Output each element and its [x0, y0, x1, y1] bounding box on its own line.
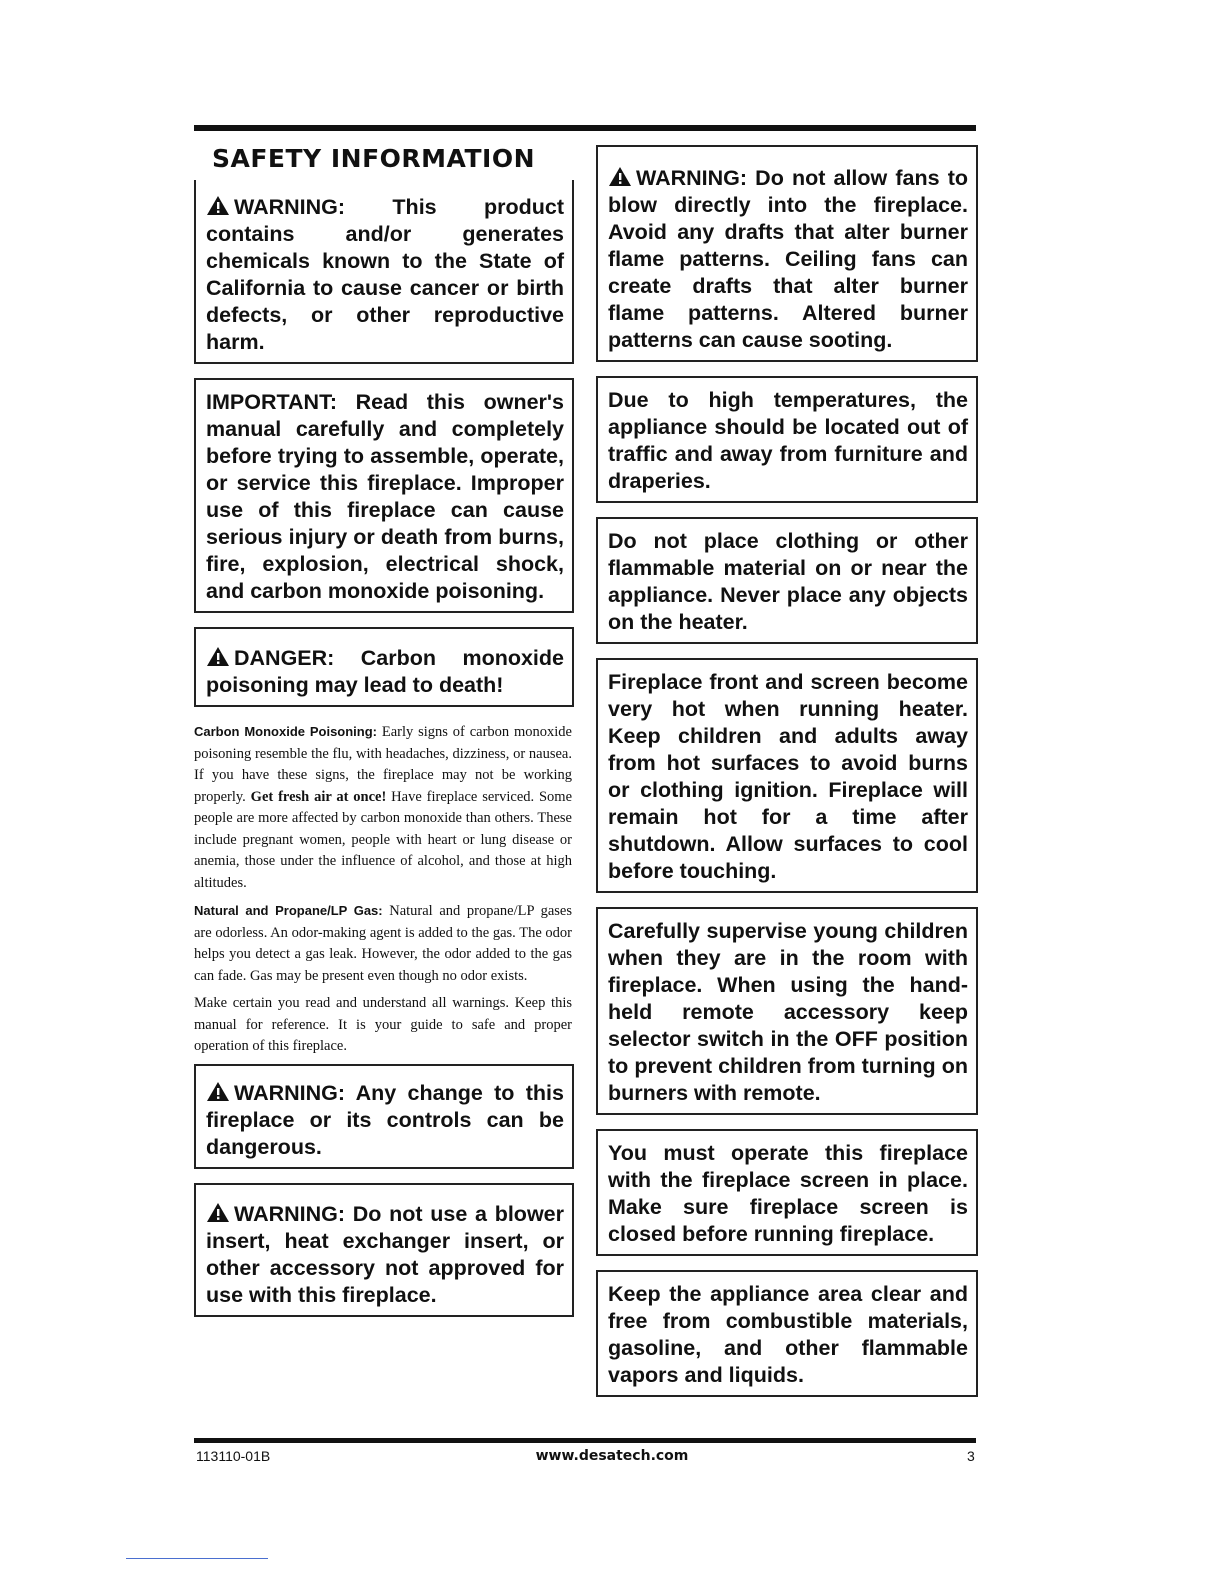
high-temperature-text: Due to high temperatures, the appliance should be located out of traffic and away from furniture and draperies.: [608, 388, 968, 493]
hot-surface-text: Fireplace front and screen become very hot when running heater. Keep children and adults away from hot surfaces to avoid burns or clothing ignition. Fireplace will remain hot for a time after shutdown. Allow surfaces to cool before touching.: [608, 670, 968, 883]
co-text-2: Have fireplace serviced. Some people are more affected by carbon monoxide than others. These include pregnant women, people with heart or lung disease or anemia, those under the influence of alcohol, and those at high altitudes.: [194, 788, 573, 891]
warning-change-text: WARNING: Any change to this fireplace or its controls can be dangerous.: [206, 1080, 564, 1159]
warning-triangle-icon: [608, 166, 632, 187]
warning-blower-text: WARNING: Do not use a blower insert, heat exchanger insert, or other accessory not approved for use with this fireplace.: [206, 1201, 564, 1307]
warning-box-change: [194, 1064, 574, 1169]
important-text: IMPORTANT: Read this owner's manual carefully and completely before trying to assemble, operate, or service this fireplace. Improper use of this fireplace can cause serious injury or death from burns, fire, explosion, electrical shock, and carbon monoxide poisoning.: [206, 390, 564, 603]
warning-fans-text: WARNING: Do not allow fans to blow directly into the fireplace. Avoid any drafts that alter burner flame patterns. Ceiling fans can create drafts that alter burner flame patterns. Altered burner patterns can cause sooting.: [608, 166, 968, 352]
high-temperature-box: [596, 376, 978, 503]
fireplace-screen-text: You must operate this fireplace with the fireplace screen in place. Make sure fireplace screen is closed before running fireplace.: [608, 1141, 968, 1246]
warning-triangle-icon: [206, 195, 230, 216]
gas-text: Natural and propane/LP gases are odorless. An odor-making agent is added to the gas. The odor helps you detect a gas leak. However, the odor added to the gas can fade. Gas may be present even though no odor exists.: [194, 903, 572, 984]
clothing-text: Do not place clothing or other flammable material on or near the appliance. Never place any objects on the heater.: [608, 529, 968, 634]
read-warnings-paragraph: Make certain you read and understand all warnings. Keep this manual for reference. It is your guide to safe and proper operation of this fireplace.: [194, 995, 572, 1054]
warning-box-fans: [596, 145, 978, 362]
warning-chemicals-text: WARNING: This product contains and/or generates chemicals known to the State of California to cause cancer or birth defects, or other reproductive harm.: [206, 195, 564, 354]
section-title: SAFETY INFORMATION: [212, 144, 535, 173]
clothing-box: [596, 517, 978, 644]
warning-triangle-icon: [206, 646, 230, 667]
hot-surface-box: [596, 658, 978, 893]
warning-box-chemicals: [194, 180, 574, 364]
warning-box-blower: [194, 1183, 574, 1317]
danger-text: DANGER: Carbon monoxide poisoning may lead to death!: [206, 646, 564, 697]
warning-triangle-icon: [206, 1081, 230, 1102]
bottom-rule: [194, 1438, 976, 1443]
co-text-1: Early signs of carbon monoxide poisoning resemble the flu, with headaches, dizziness, or nausea. If you have these signs, the fireplace may not be working properly.: [194, 724, 572, 805]
right-column: [596, 145, 978, 1411]
danger-box: [194, 627, 574, 707]
clear-area-text: Keep the appliance area clear and free from combustible materials, gasoline, and other flammable vapors and liquids.: [608, 1282, 968, 1387]
warning-triangle-icon: [206, 1202, 230, 1223]
gas-label: Natural and Propane/LP Gas:: [194, 903, 383, 918]
co-poisoning-paragraph: [194, 721, 574, 894]
blue-underline: [126, 1558, 268, 1559]
supervise-children-box: [596, 907, 978, 1115]
page-number: 3: [967, 1448, 975, 1464]
left-column: [194, 140, 574, 1331]
clear-area-box: [596, 1270, 978, 1397]
doc-number: 113110-01B: [196, 1448, 271, 1464]
gas-paragraph: [194, 900, 574, 987]
important-box: [194, 378, 574, 613]
co-poisoning-label: Carbon Monoxide Poisoning:: [194, 724, 377, 739]
top-rule: [194, 125, 976, 131]
co-emphasis: Get fresh air at once!: [250, 788, 387, 805]
supervise-children-text: Carefully supervise young children when they are in the room with fireplace. When using the hand-held remote accessory keep selector switch in the OFF position to prevent children from turning on burners with remote.: [608, 919, 968, 1105]
fireplace-screen-box: [596, 1129, 978, 1256]
website-link: www.desatech.com: [535, 1448, 689, 1464]
